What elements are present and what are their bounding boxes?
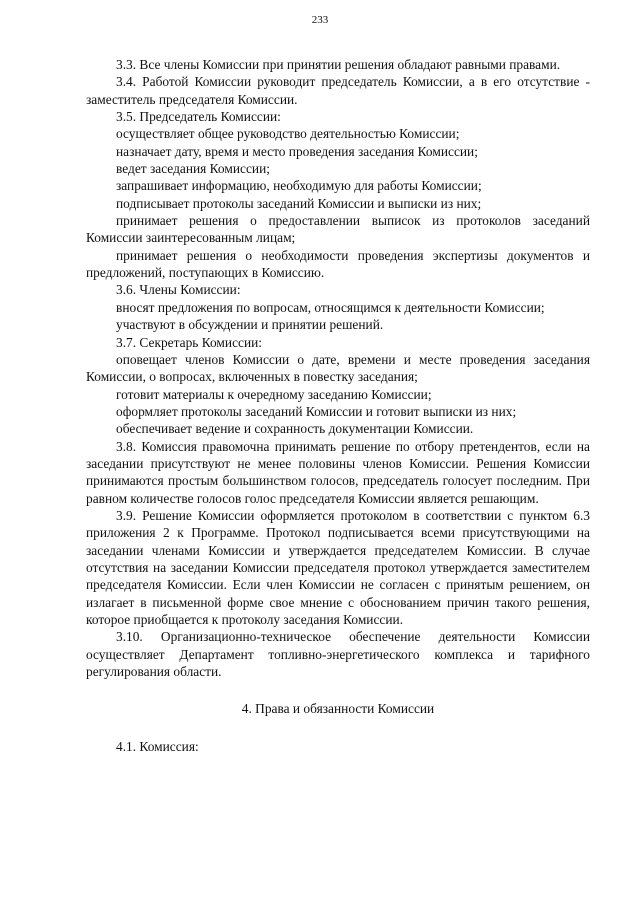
list-item: ведет заседания Комиссии; [116, 161, 270, 177]
paragraph-3-5: 3.5. Председатель Комиссии: [116, 109, 281, 125]
paragraph-3-3: 3.3. Все члены Комиссии при принятии решения обладают равными правами. [116, 57, 561, 72]
list-item: вносят предложения по вопросам, относящимся к деятельности Комиссии; [116, 299, 545, 315]
list-item: обеспечивает ведение и сохранность документации Комиссии. [116, 421, 474, 437]
section-heading: 4. Права и обязанности Комиссии [241, 701, 435, 717]
list-item: готовит материалы к очередному заседанию Комиссии; [116, 386, 432, 402]
list-item: осуществляет общее руководство деятельностью Комиссии; [116, 126, 460, 142]
list-item: оповещает членов Комиссии о дате, времени и месте проведения заседания Комиссии, о вопросах, включенных в повестку заседания; [86, 351, 590, 385]
list-item: оформляет протоколы заседаний Комиссии и готовит выписки из них; [116, 403, 517, 419]
list-item: запрашивает информацию, необходимую для работы Комиссии; [116, 178, 482, 194]
paragraph-3-7: 3.7. Секретарь Комиссии: [116, 334, 263, 350]
paragraph-3-9: 3.9. Решение Комиссии оформляется протоколом в соответствии с пунктом 6.3 приложения 2 к Программе. Протокол подписывается всеми присутствующими на заседании членами Комиссии и утверждается председателем Комиссии. В случае отсутствия на заседании Комиссии председателя протокол утверждается заместителем председателя Комиссии. Если член Комиссии не согласен с принятым решением, он излагает в письменной форме свое мнение с обоснованием причин такого решения, которое приобщается к протоколу заседания Комиссии. [86, 507, 590, 627]
paragraph-3-10: 3.10. Организационно-техническое обеспечение деятельности Комиссии осуществляет Департамент топливно-энергетического комплекса и тарифного регулирования области. [86, 629, 590, 680]
list-item: подписывает протоколы заседаний Комиссии и выписки из них; [116, 195, 482, 211]
list-item: принимает решения о необходимости проведения экспертизы документов и предложений, поступающих в Комиссию. [86, 247, 590, 281]
paragraph-3-8: 3.8. Комиссия правомочна принимать решение по отбору претендентов, если на заседании присутствуют не менее половины членов Комиссии. Решения Комиссии принимаются простым большинством голосов, председатель голосует последним. При равном количестве голосов голос председателя Комиссии является решающим. [86, 438, 590, 506]
list-item: участвуют в обсуждении и принятии решений. [116, 317, 384, 333]
document-body [86, 56, 590, 755]
paragraph-3-6: 3.6. Члены Комиссии: [116, 282, 241, 298]
list-item: принимает решения о предоставлении выписок из протоколов заседаний Комиссии заинтересованным лицам; [86, 213, 590, 246]
paragraph-3-4: 3.4. Работой Комиссии руководит председатель Комиссии, а в его отсутствие - заместитель председателя Комиссии. [86, 74, 590, 107]
page-number: 233 [311, 14, 329, 26]
paragraph-4-1: 4.1. Комиссия: [116, 738, 199, 754]
list-item: назначает дату, время и место проведения заседания Комиссии; [116, 143, 478, 159]
